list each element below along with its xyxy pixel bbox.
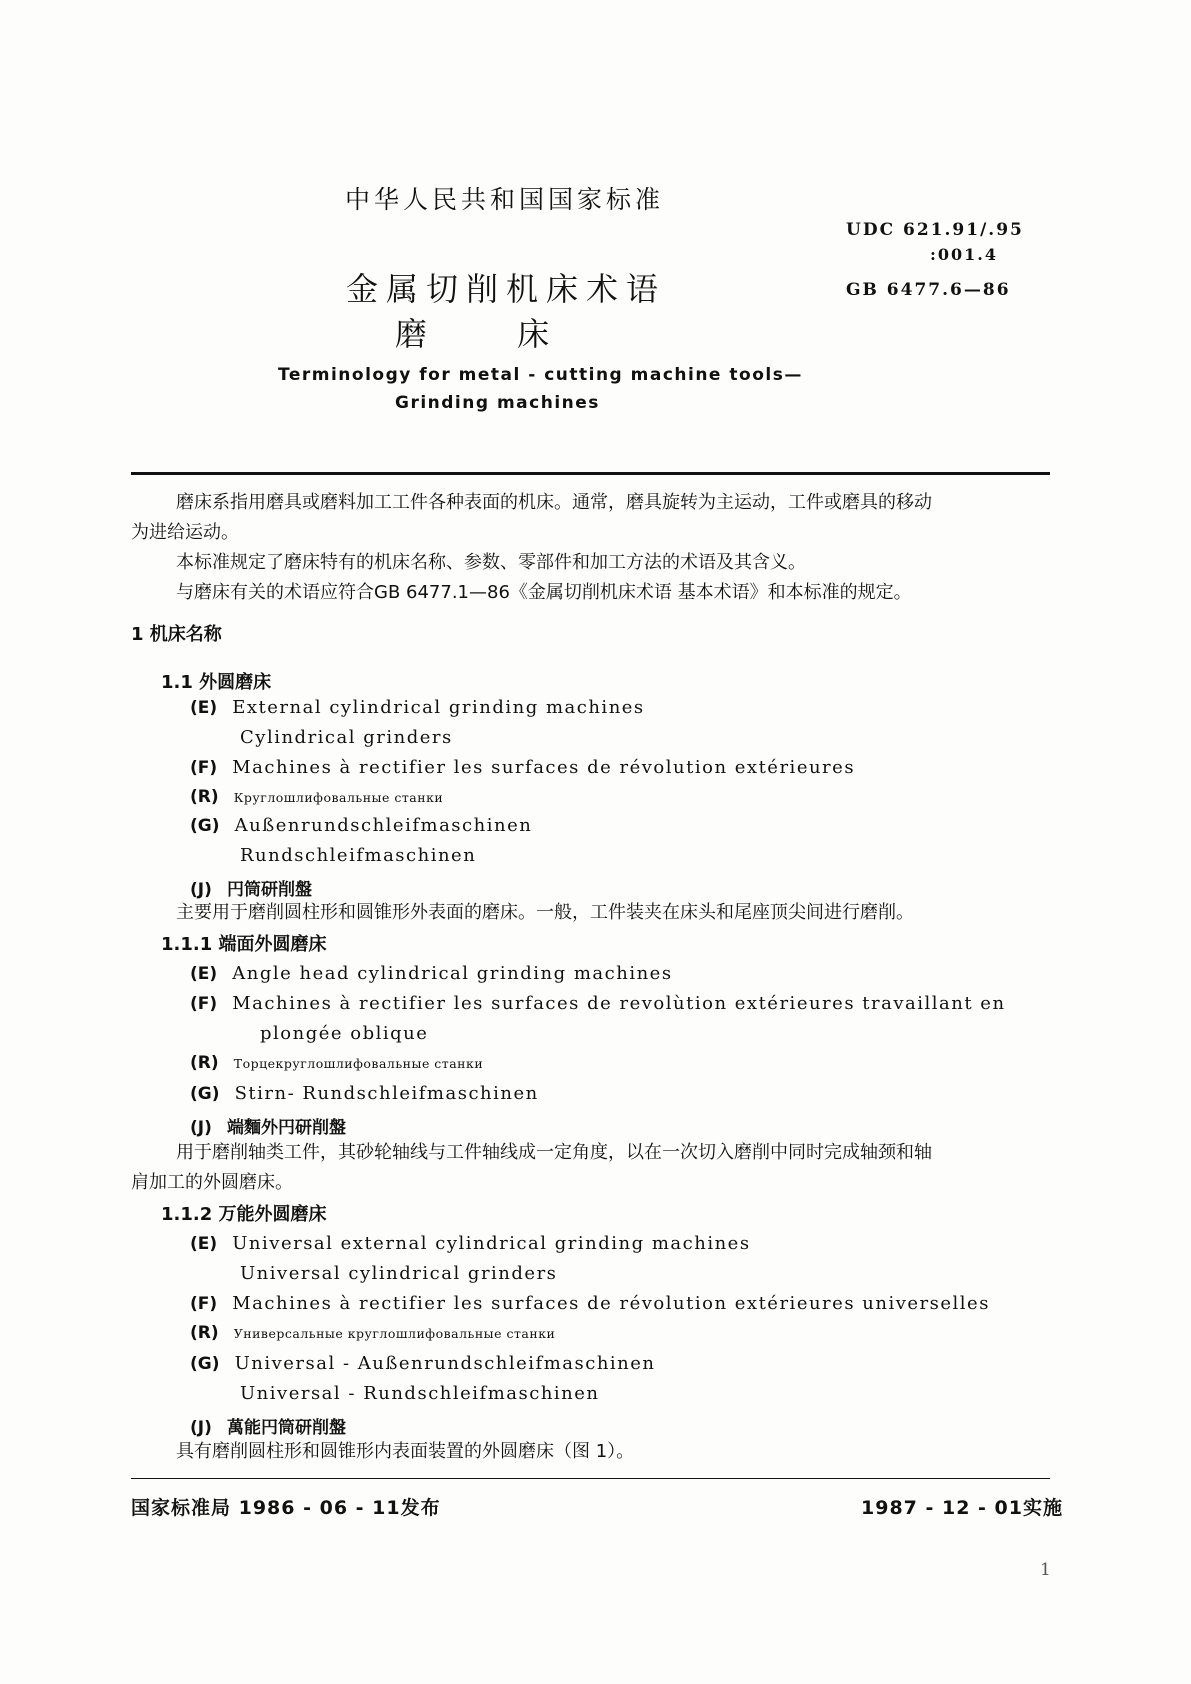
section-1-1-heading: 1.1 外圆磨床: [161, 672, 272, 693]
intro-paragraph-1-line2: 为进给运动。: [131, 522, 239, 543]
section-1-1-2-heading: 1.1.2 万能外圆磨床: [161, 1204, 327, 1225]
term-entry-j: [190, 1113, 346, 1138]
language-label-j: (J): [190, 880, 212, 900]
term-entry-e: [190, 963, 673, 984]
section-1-1-1-heading: 1.1.1 端面外圆磨床: [161, 934, 327, 955]
term-german-alt: Rundschleifmaschinen: [240, 845, 477, 866]
language-label-g: (G): [190, 1354, 220, 1374]
term-entry-g: [190, 1083, 539, 1104]
intro-paragraph-1-line1: 磨床系指用磨具或磨料加工工件各种表面的机床。通常，磨具旋转为主运动，工件或磨具的移动: [176, 492, 932, 513]
intro-paragraph-2: 本标准规定了磨床特有的机床名称、参数、零部件和加工方法的术语及其含义。: [176, 552, 806, 573]
term-entry-r: [190, 787, 443, 807]
term-entry-j: [190, 875, 312, 900]
term-french: Machines à rectifier les surfaces de revolùtion extérieures travaillant en: [232, 993, 1006, 1014]
issued-date: 国家标准局 1986 - 06 - 11发布: [131, 1497, 441, 1519]
term-entry-f: [190, 757, 855, 778]
term-english-alt: Universal cylindrical grinders: [240, 1263, 558, 1284]
term-japanese: 円筒研削盤: [226, 880, 312, 900]
term-english: Angle head cylindrical grinding machines: [232, 963, 673, 984]
term-russian: Торцекруглошлифовальные станки: [233, 1056, 484, 1071]
term-german-alt: Universal - Rundschleifmaschinen: [240, 1383, 600, 1404]
title-english-line2: Grinding machines: [395, 393, 600, 413]
term-russian: Круглошлифовальные станки: [233, 790, 444, 805]
term-english: Universal external cylindrical grinding machines: [232, 1233, 751, 1254]
language-label-e: (E): [190, 964, 218, 984]
term-japanese: 萬能円筒研削盤: [226, 1418, 346, 1438]
term-french: Machines à rectifier les surfaces de révolution extérieures universelles: [232, 1293, 990, 1314]
term-french: Machines à rectifier les surfaces de révolution extérieures: [232, 757, 856, 778]
gb-standard-number: GB 6477.6—86: [846, 280, 1011, 300]
term-russian: Универсальные круглошлифовальные станки: [233, 1326, 556, 1341]
language-label-r: (R): [190, 1323, 219, 1343]
intro-paragraph-3: 与磨床有关的术语应符合GB 6477.1—86《金属切削机床术语 基本术语》和本标准的规定。: [176, 582, 912, 603]
page-number: 1: [1040, 1560, 1051, 1580]
section-1-1-2-description: 具有磨削圆柱形和圆锥形内表面装置的外圆磨床（图 1）。: [176, 1441, 635, 1462]
term-english: External cylindrical grinding machines: [232, 697, 645, 718]
footer-divider: [131, 1478, 1050, 1479]
language-label-f: (F): [190, 994, 218, 1014]
title-chinese-line2: 磨 床: [395, 315, 550, 353]
term-entry-e: [190, 697, 645, 718]
effective-date: 1987 - 12 - 01实施: [861, 1497, 1063, 1519]
language-label-r: (R): [190, 787, 219, 807]
term-entry-j: [190, 1413, 346, 1438]
language-label-e: (E): [190, 698, 218, 718]
term-entry-e: [190, 1233, 751, 1254]
term-entry-g: [190, 1353, 656, 1374]
title-english-line1: Terminology for metal - cutting machine tools—: [278, 365, 803, 385]
language-label-f: (F): [190, 1294, 218, 1314]
term-entry-r: [190, 1053, 483, 1073]
language-label-e: (E): [190, 1234, 218, 1254]
term-german: Außenrundschleifmaschinen: [234, 815, 533, 836]
term-english-alt: Cylindrical grinders: [240, 727, 453, 748]
term-japanese: 端麵外円研削盤: [226, 1118, 346, 1138]
section-1-heading: 1 机床名称: [131, 624, 222, 645]
term-french-continued: plongée oblique: [260, 1023, 429, 1044]
section-1-1-1-description-line2: 肩加工的外圆磨床。: [131, 1172, 293, 1193]
udc-code-line1: UDC 621.91/.95: [846, 220, 1024, 240]
section-1-1-1-description-line1: 用于磨削轴类工件，其砂轮轴线与工件轴线成一定角度，以在一次切入磨削中同时完成轴颈和轴: [176, 1142, 932, 1163]
language-label-j: (J): [190, 1418, 212, 1438]
term-entry-f: [190, 1293, 990, 1314]
term-entry-g: [190, 815, 532, 836]
title-chinese-line1: 金属切削机床术语: [346, 270, 667, 308]
term-entry-r: [190, 1323, 555, 1343]
header-divider: [131, 472, 1050, 475]
term-german: Universal - Außenrundschleifmaschinen: [234, 1353, 656, 1374]
section-1-1-description: 主要用于磨削圆柱形和圆锥形外表面的磨床。一般，工件装夹在床头和尾座顶尖间进行磨削。: [176, 902, 914, 923]
term-entry-f: [190, 993, 1006, 1014]
language-label-r: (R): [190, 1053, 219, 1073]
language-label-f: (F): [190, 758, 218, 778]
language-label-j: (J): [190, 1118, 212, 1138]
country-standard-heading: 中华人民共和国国家标准: [345, 185, 665, 214]
language-label-g: (G): [190, 1084, 220, 1104]
term-german: Stirn- Rundschleifmaschinen: [234, 1083, 539, 1104]
language-label-g: (G): [190, 816, 220, 836]
udc-code-line2: :001.4: [930, 245, 999, 264]
